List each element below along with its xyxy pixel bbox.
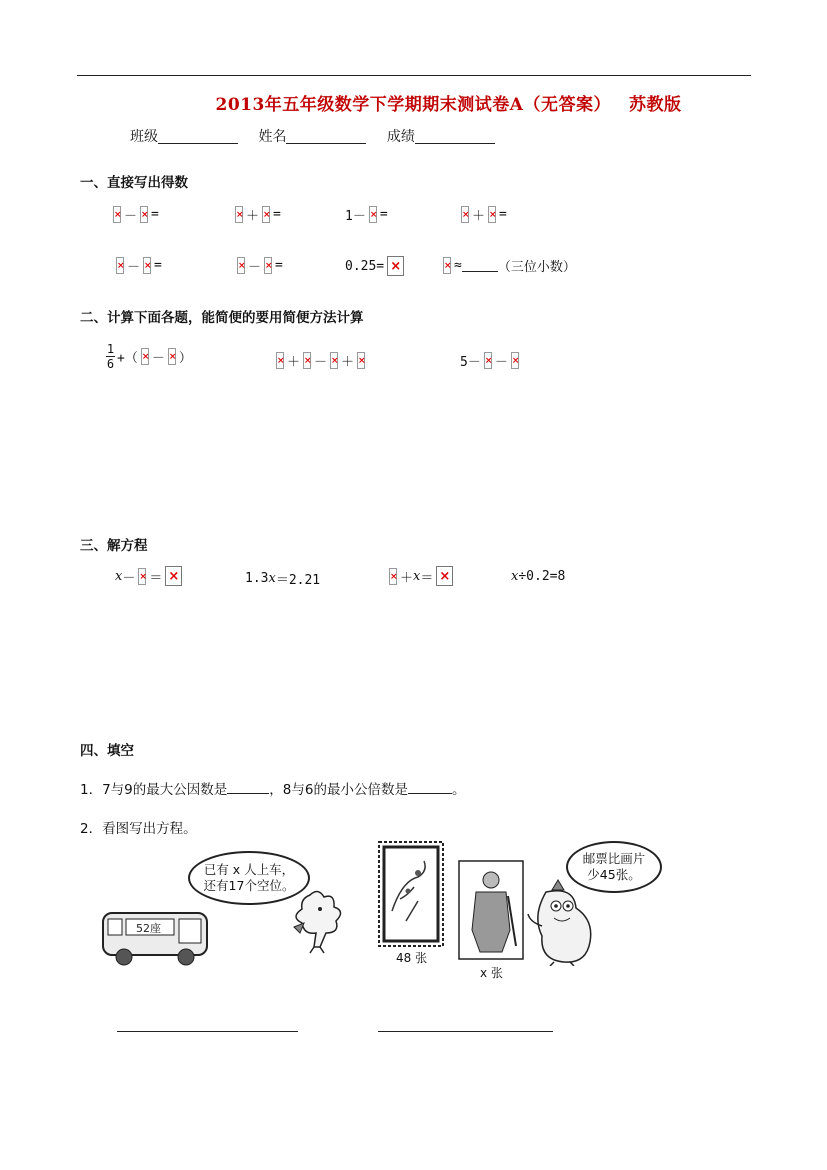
section-1-heading: 一、直接写出得数 — [80, 175, 188, 191]
bubble-text-line1: 邮票比画片 — [582, 851, 646, 866]
equals-sign: = — [273, 207, 281, 222]
stamp-illustration — [378, 841, 444, 947]
q1-part-a: 1．7与9的最大公因数是 — [80, 782, 228, 798]
bubble-text-line2: 还有17个空位。 — [203, 878, 295, 893]
title-text: 2013年五年级数学下学期期末测试卷A（无答案） — [215, 95, 611, 115]
student-info — [130, 126, 495, 146]
rooster-illustration — [280, 887, 350, 957]
bubble-text-line2: 少45张。 — [587, 867, 641, 882]
q1-part-b: ，8与6的最小公倍数是 — [269, 782, 408, 798]
equals-sign: = — [151, 207, 159, 222]
fraction-one-sixth — [106, 342, 115, 371]
bus-illustration — [100, 903, 212, 968]
s1-expr-4 — [458, 205, 507, 224]
formula-image-icon — [511, 352, 519, 369]
formula-image-icon — [140, 206, 148, 223]
bus-label: 52座 — [136, 922, 161, 935]
minus-sign: － — [494, 355, 508, 370]
s3-eq-4 — [511, 569, 565, 584]
answer-line-1[interactable] — [117, 1031, 298, 1032]
card-illustration — [458, 860, 524, 960]
s3-eq-2 — [245, 569, 320, 588]
s2-expr-3 — [460, 351, 522, 370]
formula-image-icon — [387, 256, 404, 276]
formula-image-icon — [168, 348, 176, 365]
plus-sign: ＋ — [246, 209, 260, 224]
minus-sign: － — [248, 260, 262, 275]
s1-expr-1 — [110, 205, 159, 224]
eggplant-illustration — [524, 876, 600, 966]
equals-sign: ＝ — [149, 570, 163, 586]
plus-sign: ＋ — [287, 355, 301, 370]
s1-expr-2 — [232, 205, 281, 224]
fraction-numerator: 1 — [106, 342, 115, 356]
card-count — [480, 964, 503, 981]
formula-image-icon — [165, 566, 182, 586]
one-minus: 1－ — [345, 209, 366, 224]
answer-blank[interactable] — [462, 259, 498, 272]
publisher-text: 苏教版 — [629, 95, 682, 115]
variable-x: x — [511, 569, 519, 584]
answer-blank[interactable] — [408, 781, 452, 794]
formula-image-icon — [235, 206, 243, 223]
formula-image-icon — [488, 206, 496, 223]
stamp-count: 48 张 — [396, 951, 428, 965]
class-label: 班级 — [130, 129, 158, 145]
variable-x: x — [115, 568, 123, 584]
card-count-text: x 张 — [480, 966, 503, 980]
bubble-text-line1: 已有 x 人上车， — [203, 862, 295, 877]
plus-sign: ＋ — [400, 570, 414, 586]
score-blank[interactable] — [415, 129, 495, 144]
minus-sign: － — [151, 351, 165, 366]
name-blank[interactable] — [286, 129, 366, 144]
class-blank[interactable] — [158, 129, 238, 144]
formula-image-icon — [357, 352, 365, 369]
formula-image-icon — [461, 206, 469, 223]
minus-sign: － — [122, 570, 136, 586]
coefficient: 1.3 — [245, 571, 269, 586]
page-title — [0, 90, 827, 115]
formula-image-icon — [330, 352, 338, 369]
minus-sign: － — [124, 209, 138, 224]
s2-expr-2 — [273, 351, 368, 370]
formula-image-icon — [264, 257, 272, 274]
s1-expr-6 — [234, 256, 283, 275]
equals-sign: = — [154, 258, 162, 273]
minus-sign: － — [127, 260, 141, 275]
formula-image-icon — [484, 352, 492, 369]
section-4-heading: 四、填空 — [80, 743, 134, 759]
section-2-heading: 二、计算下面各题，能简便的要用简便方法计算 — [80, 310, 364, 326]
plus-sign: ＋ — [472, 209, 486, 224]
paren-close: ） — [178, 351, 192, 366]
answer-blank[interactable] — [227, 781, 269, 794]
formula-image-icon — [276, 352, 284, 369]
formula-image-icon — [138, 568, 146, 585]
formula-image-icon — [389, 568, 397, 585]
s1-expr-3 — [345, 205, 388, 224]
score-label: 成绩 — [386, 129, 415, 145]
formula-image-icon — [303, 352, 311, 369]
five-minus: 5－ — [460, 355, 481, 370]
name-label: 姓名 — [258, 129, 287, 145]
variable-x: x — [268, 571, 276, 586]
section-3-heading: 三、解方程 — [80, 538, 148, 554]
paren-open: +（ — [117, 351, 138, 366]
s1-expr-5 — [113, 256, 162, 275]
eq4-rhs: ÷0.2=8 — [518, 569, 566, 584]
equals-sign: ＝ — [420, 570, 434, 586]
s3-eq-3 — [386, 566, 456, 586]
decimal-eq: 0.25= — [345, 258, 385, 274]
formula-image-icon — [262, 206, 270, 223]
approx-note: （三位小数） — [497, 260, 576, 275]
plus-sign: ＋ — [341, 355, 355, 370]
formula-image-icon — [113, 206, 121, 223]
formula-image-icon — [116, 257, 124, 274]
formula-image-icon — [369, 206, 377, 223]
formula-image-icon — [143, 257, 151, 274]
s1-expr-7 — [345, 256, 407, 276]
q1-part-c: 。 — [451, 782, 466, 798]
equals-sign: = — [275, 258, 283, 273]
header-rule — [77, 75, 751, 76]
minus-sign: － — [314, 355, 328, 370]
s2-expr-1 — [106, 342, 192, 371]
formula-image-icon — [443, 257, 451, 274]
eq2-rhs: ＝2.21 — [275, 573, 321, 588]
fraction-denominator: 6 — [106, 357, 115, 371]
s3-eq-1 — [115, 566, 185, 586]
equals-sign: = — [499, 207, 507, 222]
formula-image-icon — [141, 348, 149, 365]
fill-question-1 — [80, 778, 465, 798]
formula-image-icon — [237, 257, 245, 274]
s1-expr-8 — [440, 256, 576, 275]
fill-question-2: 2．看图写出方程。 — [80, 821, 197, 837]
answer-line-2[interactable] — [378, 1031, 553, 1032]
variable-x: x — [413, 568, 421, 584]
equals-sign: = — [379, 207, 388, 222]
formula-image-icon — [436, 566, 453, 586]
approx-sign: ≈ — [454, 258, 462, 273]
